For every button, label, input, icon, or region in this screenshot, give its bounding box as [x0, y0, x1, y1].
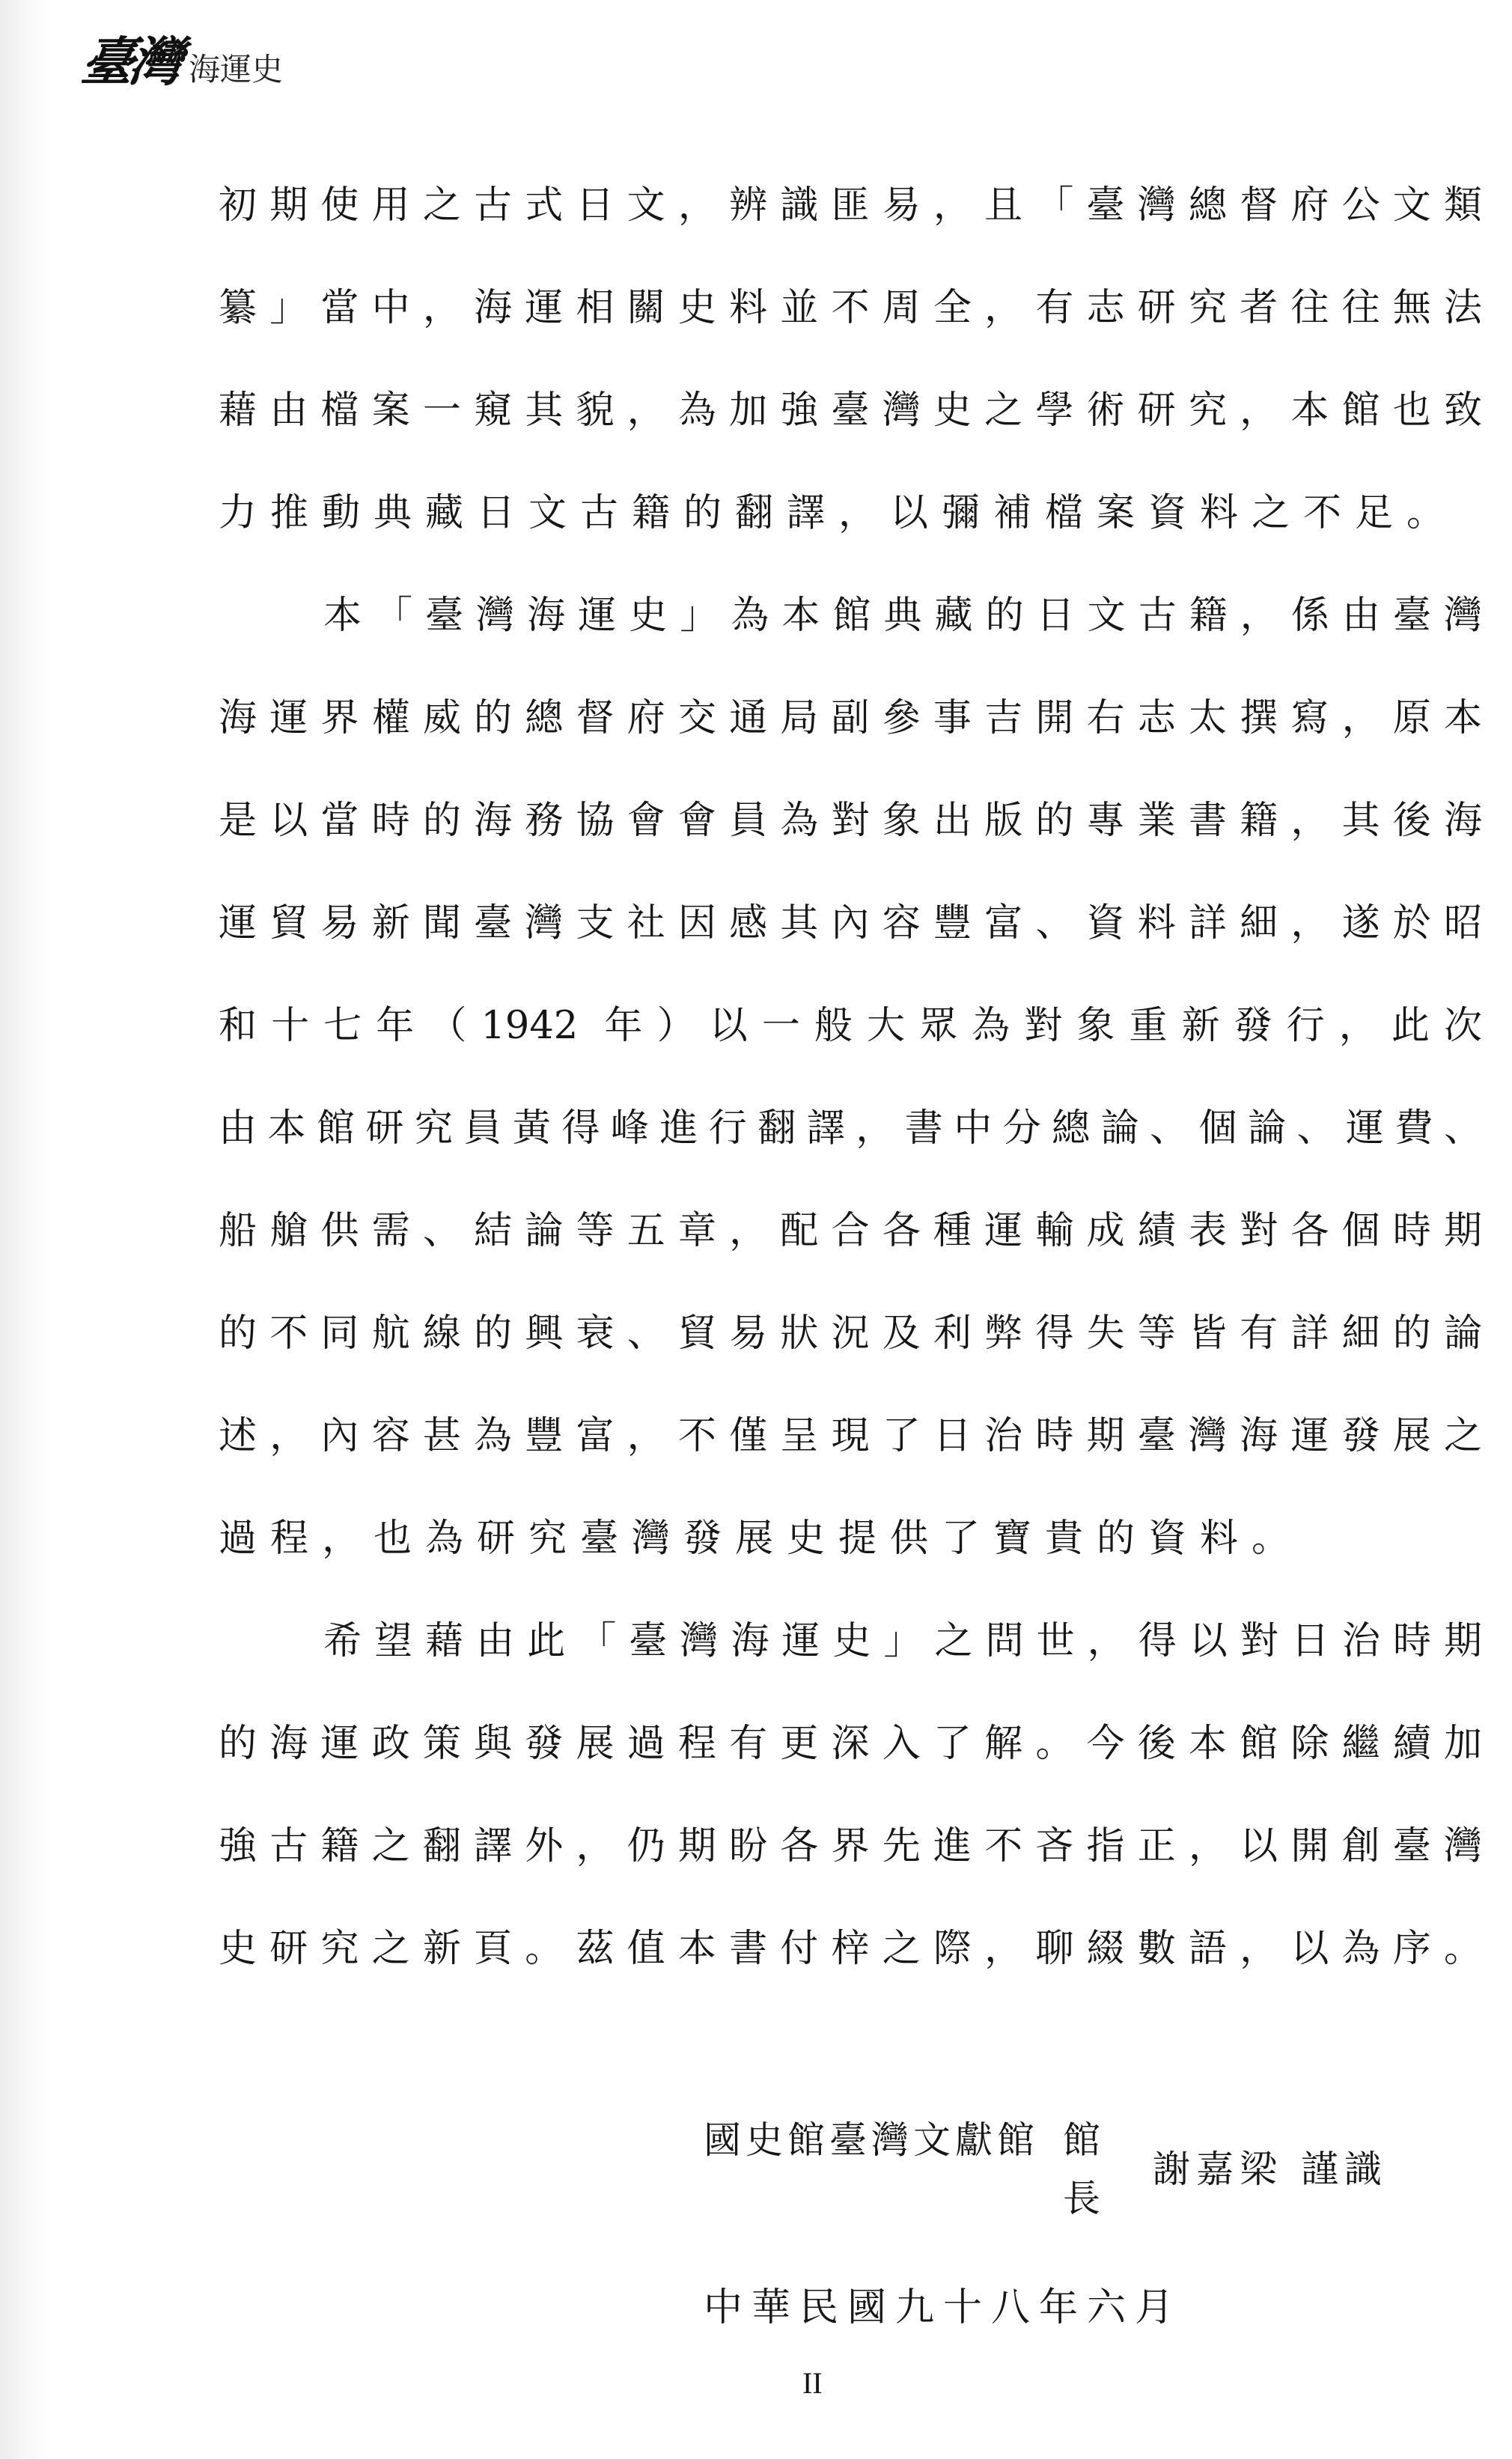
signature-block: [704, 2111, 1482, 2291]
running-header-title: 海運史: [189, 51, 284, 88]
signature-signer: 謝嘉梁 謹識: [1153, 2148, 1388, 2191]
text-line: 船艙供需、結論等五章，配合各種運輸成績表對各個時期: [219, 1209, 1482, 1253]
text-line: 的不同航線的興衰、貿易狀況及利弊得失等皆有詳細的論: [219, 1311, 1482, 1356]
text-line: 史研究之新頁。茲值本書付梓之際，聊綴數語，以為序。: [219, 1927, 1482, 1971]
text-line: 力推動典藏日文古籍的翻譯，以彌補檔案資料之不足。: [219, 491, 1459, 535]
running-header: [77, 16, 284, 99]
text-line: 強古籍之翻譯外，仍期盼各界先進不吝指正，以開創臺灣: [219, 1824, 1482, 1868]
preface-body: [219, 154, 1482, 2000]
text-line: 由本館研究員黃得峰進行翻譯，書中分總論、個論、運費、: [219, 1106, 1482, 1151]
signature-date: 中華民國九十八年六月: [704, 2285, 1183, 2330]
scan-edge-shadow: [0, 0, 52, 2459]
text-line: 述，內容甚為豐富，不僅呈現了日治時期臺灣海運發展之: [219, 1414, 1482, 1458]
text-line: 運貿易新聞臺灣支社因感其內容豐富、資料詳細，遂於昭: [219, 901, 1482, 945]
text-line: 的海運政策與發展過程有更深入了解。今後本館除繼續加: [219, 1722, 1482, 1766]
signature-position: 館長: [1063, 2118, 1100, 2220]
text-line: 過程，也為研究臺灣發展史提供了寶貴的資料。: [219, 1517, 1304, 1561]
text-line: 初期使用之古式日文，辨識匪易，且「臺灣總督府公文類: [219, 183, 1482, 228]
signature-institution: 國史館臺灣文獻館: [704, 2118, 1039, 2162]
text-line: 海運界權威的總督府交通局副參事吉開右志太撰寫，原本: [219, 696, 1482, 740]
paragraph-first-line: 希望藉由此「臺灣海運史」之問世，得以對日治時期: [323, 1619, 1482, 1663]
text-line: 和十七年（1942 年）以一般大眾為對象重新發行，此次: [219, 1004, 1482, 1048]
text-line: 是以當時的海務協會會員為對象出版的專業書籍，其後海: [219, 799, 1482, 843]
book-logo: 臺灣: [77, 30, 183, 93]
paragraph-first-line: 本「臺灣海運史」為本館典藏的日文古籍，係由臺灣: [323, 594, 1482, 638]
text-line: 纂」當中，海運相關史料並不周全，有志研究者往往無法: [219, 286, 1482, 330]
text-line: 藉由檔案一窺其貌，為加強臺灣史之學術研究，本館也致: [219, 388, 1482, 433]
page-number: II: [802, 2366, 823, 2400]
